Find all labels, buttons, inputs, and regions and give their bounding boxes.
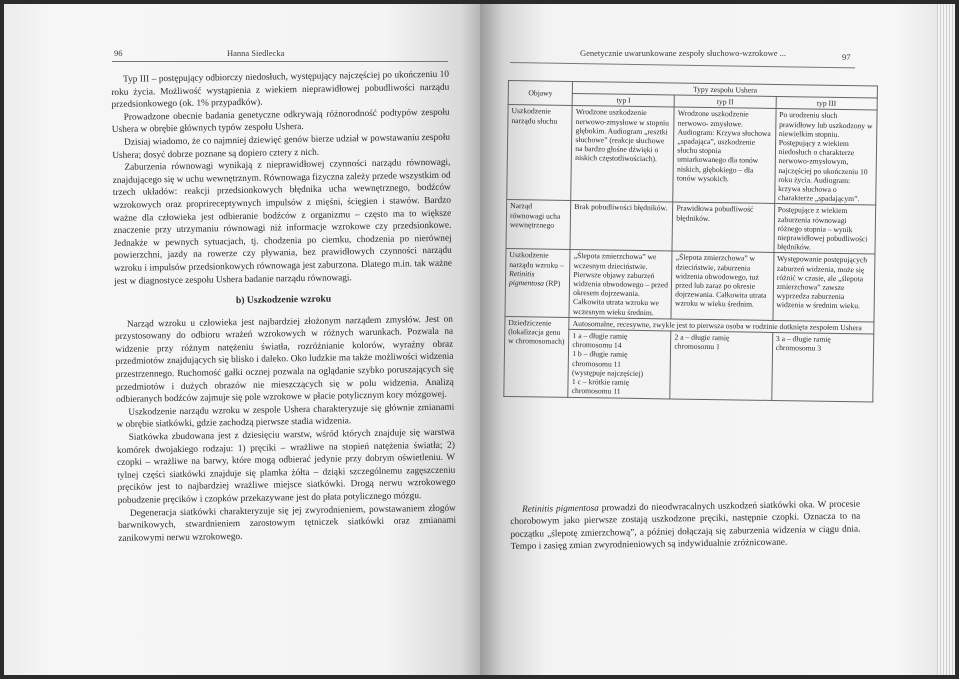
caption-text: prowadzi do nieodwracalnych uszkodzeń siatkówki oka. W procesie chorobowym jako pierwsze zostają uszkodzone pręciki, następnie czopki. Oznacza to na początku „ślepotę zmierzchową”, a później dołączają się zaburzenia widzenia w ciągu dnia. Tempo i zasięg zmian zwyrodnieniowych są indywidualnie zróżnicowane. <box>510 499 861 553</box>
row-label-italic: Retinitis pigmentosa <box>508 268 545 288</box>
right-page <box>480 4 955 675</box>
usher-types-table <box>503 80 878 402</box>
header-rule <box>510 62 855 68</box>
paragraph: Zaburzenia równowagi wynikają z nieprawidłowej czynności narządu równowagi, znajdującego się w uchu wewnętrznym. Równowaga fizyczna zależy przede wszystkim od trzech układów: reakcji przedsionkowych błędnika ucha wewnętrznego, bodźców wzrokowych oraz proprireceptywnych impulsów z mięśni, ścięgien i stawów. Bardzo ważne dla człowieka jest odbieranie bodźców z organizmu – często ma to większe znaczenie przy utrzymaniu równowagi niż informacje wzrokowe czy przedsionkowe. Jednakże w pewnych sytuacjach, tj. chodzenia po ciemku, chodzenia po nierównej powierzchni, jazdy na rowerze czy pływania, bez prawidłowych czynności narządu wzroku i impulsów przedsionkowych równowaga jest zaburzona. Dlatego m.in. tak ważne jest w diagnostyce zespołu Ushera badanie narządu równowagi. <box>112 157 453 287</box>
section-heading: b) Uszkodzenie wzroku <box>235 293 332 307</box>
running-head: Hanna Siedlecka <box>227 48 285 58</box>
header-objawy: Objawy <box>508 81 573 106</box>
row-label: Uszkodzenie narządu słuchu <box>507 105 573 201</box>
header-types: Typy zespołu Ushera <box>573 81 878 98</box>
header-type-1: typ I <box>572 94 674 108</box>
table-cell: 2 a – długie ramię chromosomu 1 <box>670 331 772 400</box>
running-head: Genetycznie uwarunkowane zespoły słuchowo-wzrokowe ... <box>580 48 787 58</box>
book-spread <box>4 4 955 675</box>
table-cell: Wrodzone uszkodzenie nerwowo-zmysłowe w stopniu głębokim. Audiogram „resztki słuchowe” (reakcje słuchowe na bardzo głośne dźwięki o niskich częstotliwościach). <box>571 106 674 203</box>
paragraph: Degeneracja siatkówki charakteryzuje się jej zwyrodnieniem, powstawaniem złogów barwnikowych, stwardnieniem zarostowym tętniczek siatkówki oraz zmianami zanikowymi nerwu wzrokowego. <box>118 503 457 544</box>
table-span-cell: Autosomalne, recesywne, zwykle jest to pierwsza osoba w rodzinie dotknięta zespołem Ushera <box>569 317 874 334</box>
row-label-text: Uszkodzenie narządu wzroku – <box>509 250 564 270</box>
caption-italic: Retinitis pigmentosa <box>522 503 599 515</box>
page-edge <box>937 4 955 675</box>
row-label <box>505 249 570 317</box>
caption-paragraph <box>510 499 861 554</box>
header-type-3: typ III <box>776 97 877 111</box>
table-cell: 1 a – długie ramię chromosomu 14 1 b – długie ramię chromosomu 11 (występuje najczęściej) 1 c – krótkie ramię chromosomu 11 <box>568 330 671 399</box>
table-cell: „Ślepota zmierzchowa” w dzieciństwie, zaburzenia widzenia obwodowego, tuż przed lub zaraz po okresie dojrzewania. Całkowita utrata wzroku w wieku średnim. <box>671 251 773 320</box>
paragraph: Narząd wzroku u człowieka jest najbardziej złożonym narządem zmysłów. Jest on przystosowany do odbioru wrażeń wzrokowych w różnych warunkach. Pozwala na widzenie przy różnym natężeniu światła, rozróżnianie kolorów, wyraźny obraz przedmiotów znajdujących się blisko i daleko. Oko ludzkie ma także możliwości widzenia przestrzennego. Ruchomość gałki ocznej pozwala na oglądanie szybko poruszających się przedmiotów i dużych obrazów nie mieszczących się w polu widzenia. Analizą odbieranych bodźców zajmuje się pole wzrokowe w płacie potylicznym kory mózgowej. <box>115 314 454 406</box>
table-cell: Wrodzone uszkodzenie nerwowo- zmysłowe. Audiogram: Krzywa słuchowa „spadająca”, uszkodzenie słuchu stopnia umiarkowanego dla tonów niskich, głębokiego – dla tonów wysokich. <box>673 107 776 204</box>
paragraph: Uszkodzenie narządu wzroku w zespole Ushera charakteryzuje się głównie zmianami w obrębie siatkówki, gdzie zachodzą pierwsze stadia widzenia. <box>116 402 455 431</box>
table-cell: Występowanie postępujących zaburzeń widzenia, może się różnić w czasie, ale „ślepota zmierzchowa” zawsze wyprzedza zaburzenia widzenia w średnim wieku. <box>773 253 875 322</box>
page-number: 96 <box>114 48 123 58</box>
row-label: Dziedziczenie (lokalizacja genu w chromosomach) <box>504 316 570 397</box>
header-rule <box>112 61 448 62</box>
table-cell: Brak pobudliwości błędników. <box>570 201 673 252</box>
page-number: 97 <box>842 52 851 62</box>
left-page <box>4 4 480 675</box>
header-type-2: typ II <box>674 95 776 109</box>
table-cell: Postępujące z wiekiem zaburzenia równowagi różnego stopnia – wynik nieprawidłowej pobudliwości błędników. <box>774 204 876 255</box>
paragraph: Typ III – postępujący odbiorczy niedosłuch, występujący najczęściej po ukończeniu 10 roku życia. Możliwość wystąpienia z wiekiem nieprawidłowej pobudliwości narządu przedsionkowego (ok. 1% przypadków). <box>111 69 450 111</box>
paragraph: Prowadzone obecnie badania genetyczne odkrywają różnorodność podtypów zespołu Ushera w obrębie głównych typów zespołu Ushera. <box>111 107 450 136</box>
table-cell: 3 a – długie ramię chromosomu 3 <box>772 333 874 402</box>
row-label-suffix: (RP) <box>545 278 561 288</box>
paragraph: Siatkówka zbudowana jest z dziesięciu warstw, wśród których znajduje się warstwa komórek dwojakiego rodzaju: 1) pręciki – wrażliwe na stopień natężenia światła; 2) czopki – wrażliwe na barwy, które mogą odbierać jedynie przy dobrym oświetleniu. W tylnej części siatkówki znajduje się plamka żółta – dziąki szczególnemu zagęszczeniu pręcików jest to najbardziej wrażliwe miejsce siatkówki. Drogą nerwu wzrokowego pobudzenie pręcików i czopków przekazywane jest do płata potylicznego mózgu. <box>116 427 456 506</box>
paragraph: Dzisiaj wiadomo, że co najmniej dziewięć genów bierze udział w powstawaniu zespołu Ushera; dosyć dobrze poznane są dopiero cztery z nich. <box>112 132 451 161</box>
body-text <box>111 69 456 546</box>
row-label: Narząd równowagi ucha wewnętrznego <box>506 200 571 250</box>
table-row <box>505 249 875 322</box>
table-row <box>506 200 876 254</box>
table-cell: Po urodzeniu słuch prawidłowy lub uszkodzony w niewielkim stopniu. Postępujący z wiekiem niedosłuch o charakterze nerwowo-zmysłowym, najczęściej po ukończeniu 10 roku życia. Audiogram: krzywa słuchowa o charakterze „spadającym”. <box>774 109 877 206</box>
table-cell: Prawidłowa pobudliwość błędników. <box>672 202 774 253</box>
table-cell: „Ślepota zmierzchowa” we wczesnym dzieciństwie. Pierwsze objawy zaburzeń widzenia obwodowego – przed okresem dojrzewania. Całkowita utrata wzroku we wczesnym wieku średnim. <box>569 250 672 319</box>
caption <box>510 499 861 554</box>
table-row <box>507 105 877 205</box>
